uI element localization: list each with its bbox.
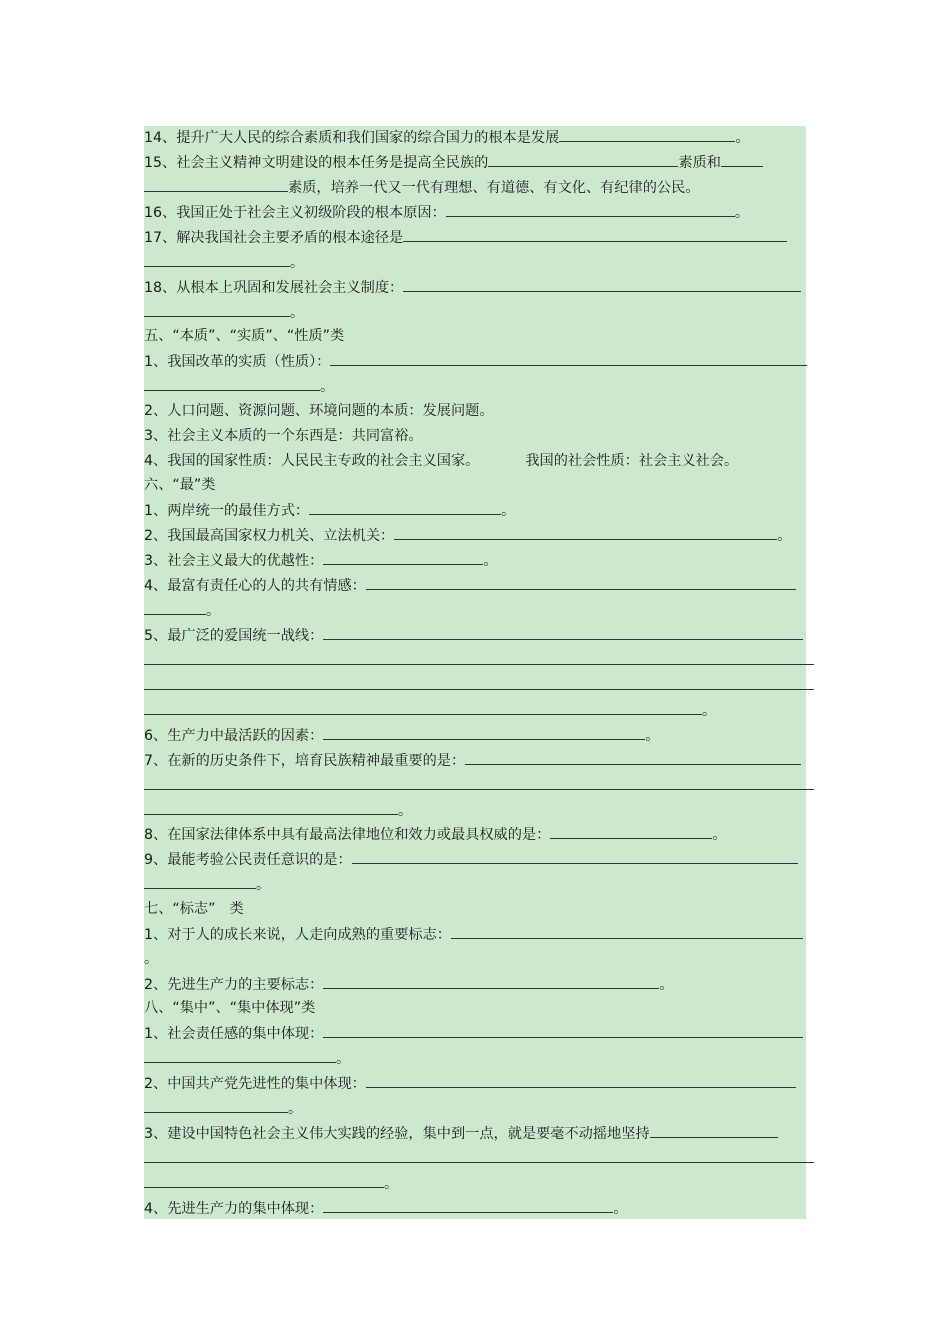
line-text: 1、两岸统一的最佳方式： [144, 503, 310, 519]
fill-in-blank[interactable] [488, 151, 678, 167]
line-text: 七、“标志” [144, 901, 216, 917]
line-text: 17、解决我国社会主要矛盾的根本途径是 [144, 230, 404, 246]
fill-in-blank[interactable] [550, 823, 712, 839]
text-line [144, 1147, 814, 1169]
text-line [144, 524, 791, 546]
line-text: 7、在新的历史条件下，培育民族精神最重要的是： [144, 753, 466, 769]
text-line [144, 749, 801, 771]
text-line [144, 1097, 302, 1119]
line-text: 9、最能考验公民责任意识的是： [144, 852, 352, 868]
fill-in-blank[interactable] [465, 749, 801, 765]
text-line [144, 425, 423, 447]
fill-in-blank[interactable] [144, 1097, 288, 1113]
fill-in-blank[interactable] [403, 226, 787, 242]
line-text: 4、我国的国家性质：人民民主专政的社会主义国家。 [144, 453, 480, 469]
line-text: 6、生产力中最活跃的因素： [144, 728, 324, 744]
line-text: 类 [229, 901, 244, 917]
text-line [144, 848, 798, 870]
line-text: 3、社会主义本质的一个东西是：共同富裕。 [144, 428, 423, 444]
fill-in-blank[interactable] [144, 699, 702, 715]
line-text: 。 [659, 977, 674, 993]
line-text: 。 [613, 1201, 628, 1217]
fill-in-blank[interactable] [144, 649, 814, 665]
fill-in-blank[interactable] [366, 1072, 796, 1088]
text-line [144, 325, 344, 347]
line-text: 六、“最”类 [144, 477, 216, 493]
line-text: 八、“集中”、“集中体现”类 [144, 1000, 316, 1016]
text-line [144, 1197, 627, 1219]
text-line [144, 251, 304, 273]
fill-in-blank[interactable] [323, 624, 803, 640]
line-text: 。 [144, 951, 159, 967]
text-line [144, 699, 716, 721]
fill-in-blank[interactable] [323, 549, 483, 565]
line-text: 1、我国改革的实质（性质）： [144, 354, 331, 370]
line-text: 素质，培养一代又一代有理想、有道德、有文化、有纪律的公民。 [288, 180, 700, 196]
line-text: 3、社会主义最大的优越性： [144, 553, 324, 569]
line-text: 3、建设中国特色社会主义伟大实践的经验，集中到一点，就是要毫不动摇地坚持 [144, 1126, 650, 1142]
line-text: 五、“本质”、“实质”、“性质”类 [144, 328, 345, 344]
text-line [144, 375, 334, 397]
fill-in-blank[interactable] [144, 799, 398, 815]
fill-in-blank[interactable] [144, 375, 320, 391]
line-text: 。 [483, 553, 498, 569]
text-line [144, 923, 803, 945]
line-text: 1、社会责任感的集中体现： [144, 1026, 324, 1042]
line-text: 。 [777, 528, 792, 544]
text-line [144, 499, 515, 521]
fill-in-blank[interactable] [144, 251, 290, 267]
fill-in-blank[interactable] [144, 1172, 384, 1188]
line-text: 。 [336, 1051, 351, 1067]
text-line [144, 176, 699, 198]
line-text: 。 [290, 305, 305, 321]
text-line [144, 997, 315, 1019]
line-text: 2、人口问题、资源问题、环境问题的本质：发展问题。 [144, 403, 494, 419]
fill-in-blank[interactable] [323, 724, 645, 740]
line-text: 。 [735, 130, 750, 146]
text-line [144, 1047, 350, 1069]
line-text: 。 [320, 379, 335, 395]
text-line [144, 549, 497, 571]
line-text: 。 [206, 603, 221, 619]
text-line [144, 823, 726, 845]
fill-in-blank[interactable] [446, 201, 735, 217]
text-line [144, 201, 749, 223]
line-text: 。 [712, 827, 727, 843]
text-line [144, 450, 738, 472]
text-line [144, 126, 750, 148]
fill-in-blank[interactable] [144, 599, 206, 615]
fill-in-blank[interactable] [144, 176, 288, 192]
line-text: 4、最富有责任心的人的共有情感： [144, 578, 366, 594]
text-line [144, 649, 814, 671]
line-text: 。 [398, 803, 413, 819]
text-line [144, 1072, 796, 1094]
line-text: 。 [702, 703, 717, 719]
line-text: 素质和 [678, 155, 721, 171]
fill-in-blank[interactable] [721, 151, 763, 167]
text-line [144, 799, 412, 821]
text-line [144, 1172, 398, 1194]
fill-in-blank[interactable] [559, 126, 735, 142]
text-line [144, 724, 659, 746]
line-text: 14、提升广大人民的综合素质和我们国家的综合国力的根本是发展 [144, 130, 560, 146]
text-line [144, 774, 814, 796]
fill-in-blank[interactable] [330, 350, 807, 366]
fill-in-blank[interactable] [451, 923, 803, 939]
text-line [144, 574, 796, 596]
text-line [144, 973, 673, 995]
text-line [144, 674, 814, 696]
fill-in-blank[interactable] [323, 1197, 613, 1213]
line-text: 。 [256, 877, 271, 893]
line-text: 。 [290, 255, 305, 271]
text-line [144, 301, 304, 323]
text-line [144, 151, 763, 173]
fill-in-blank[interactable] [144, 774, 814, 790]
fill-in-blank[interactable] [323, 973, 659, 989]
fill-in-blank[interactable] [144, 674, 814, 690]
text-line [144, 276, 801, 298]
text-line [144, 400, 494, 422]
line-text: 2、先进生产力的主要标志： [144, 977, 324, 993]
text-line [144, 599, 220, 621]
fill-in-blank[interactable] [309, 499, 501, 515]
line-text: 。 [384, 1176, 399, 1192]
line-text: 1、对于人的成长来说，人走向成熟的重要标志： [144, 927, 451, 943]
text-line [144, 350, 807, 372]
text-line [144, 1122, 778, 1144]
fill-in-blank[interactable] [144, 1147, 814, 1163]
fill-in-blank[interactable] [144, 873, 256, 889]
line-text: 我国的社会性质：社会主义社会。 [525, 453, 739, 469]
line-text: 。 [645, 728, 660, 744]
text-line [144, 873, 270, 895]
line-text: 5、最广泛的爱国统一战线： [144, 628, 324, 644]
line-text: 16、我国正处于社会主义初级阶段的根本原因： [144, 205, 446, 221]
fill-in-blank[interactable] [144, 301, 290, 317]
text-line [144, 226, 787, 248]
line-text: 。 [288, 1101, 303, 1117]
line-text: 2、我国最高国家权力机关、立法机关： [144, 528, 395, 544]
line-text: 2、中国共产党先进性的集中体现： [144, 1076, 366, 1092]
text-line [144, 474, 215, 496]
text-line [144, 624, 803, 646]
fill-in-blank[interactable] [366, 574, 796, 590]
line-text: 8、在国家法律体系中具有最高法律地位和效力或最具权威的是： [144, 827, 551, 843]
text-line [144, 898, 244, 920]
fill-in-blank[interactable] [403, 276, 801, 292]
line-text: 4、先进生产力的集中体现： [144, 1201, 324, 1217]
fill-in-blank[interactable] [352, 848, 798, 864]
line-text: 。 [501, 503, 516, 519]
fill-in-blank[interactable] [394, 524, 777, 540]
text-line [144, 948, 158, 970]
fill-in-blank[interactable] [323, 1022, 803, 1038]
fill-in-blank[interactable] [144, 1047, 336, 1063]
line-text: 15、社会主义精神文明建设的根本任务是提高全民族的 [144, 155, 489, 171]
text-line [144, 1022, 803, 1044]
line-text: 18、从根本上巩固和发展社会主义制度： [144, 280, 404, 296]
line-text: 。 [734, 205, 750, 221]
fill-in-blank[interactable] [650, 1122, 778, 1138]
